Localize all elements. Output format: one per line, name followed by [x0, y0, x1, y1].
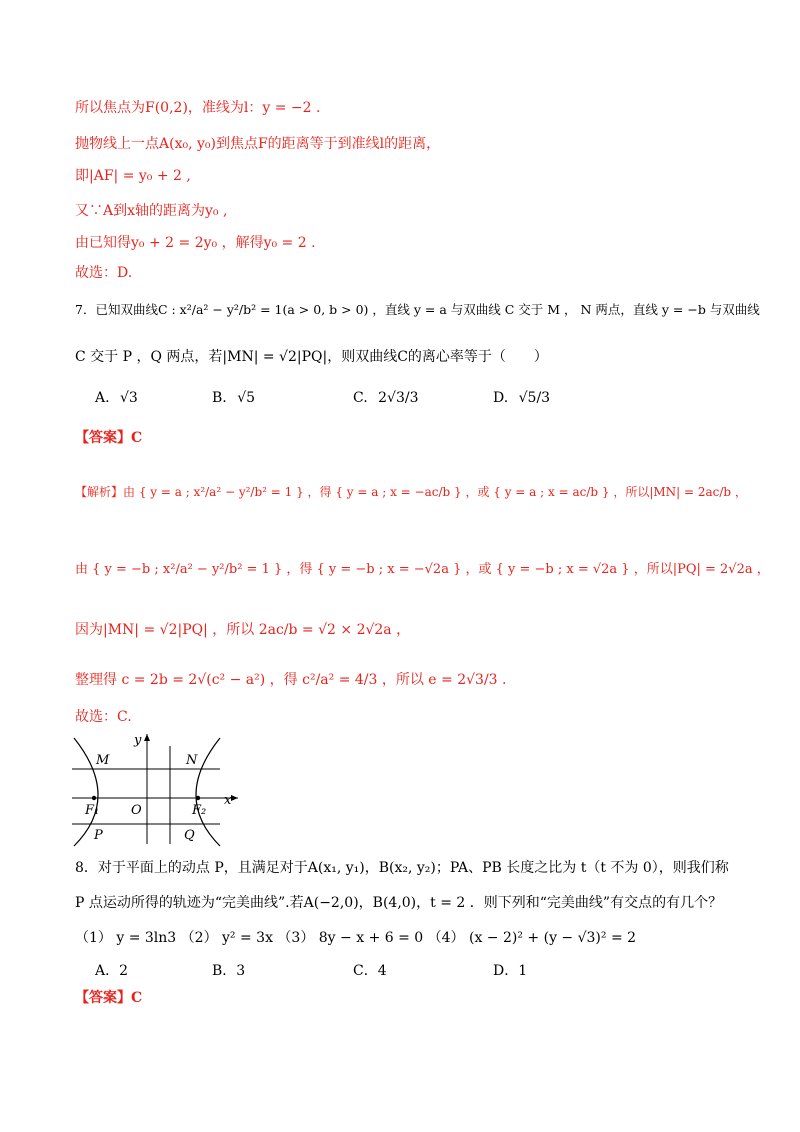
option-letter: A.	[95, 390, 110, 406]
option-value: 2√3/3	[378, 390, 419, 406]
x-axis-arrow	[231, 795, 238, 801]
focus-f1	[92, 796, 96, 800]
q7-choice-line: 故选：C.	[75, 709, 132, 725]
q7-stem-line2: C 交于 P ，Q 两点，若|MN| = √2|PQ|，则双曲线C的离心率等于（ ）	[75, 349, 548, 365]
q6-solve-line: 由已知得y₀ + 2 = 2y₀ ，解得y₀ = 2 .	[75, 235, 316, 251]
hyperbola-figure	[68, 732, 248, 850]
q7-stem-line1: 7．已知双曲线C : x²/a² − y²/b² = 1(a > 0, b > 0) ，直线 y = a 与双曲线 C 交于 M ， N 两点，直线 y = −b 与双曲线	[75, 302, 760, 317]
label-n: N	[186, 753, 198, 768]
q8-option-c	[353, 960, 387, 980]
q8-stem-line2: P 点运动所得的轨迹为“完美曲线”.若A(−2,0)，B(4,0)，t = 2 ．则下列和“完美曲线”有交点的有几个？	[75, 895, 723, 911]
label-o: O	[131, 803, 142, 818]
option-value: √3	[120, 390, 138, 406]
q7-analysis-line4: 整理得 c = 2b = 2√(c² − a²) ，得 c²/a² = 4/3 ，所以 e = 2√3/3 .	[75, 672, 507, 688]
hyperbola-right-branch	[196, 738, 220, 846]
label-f2: F₂	[192, 803, 207, 818]
q7-analysis-line2: 由 { y = −b ; x²/a² − y²/b² = 1 } ，得 { y = −b ; x = −√2a } ，或 { y = −b ; x = √2a } ，所以|PQ| = 2√2a ，	[75, 562, 770, 577]
option-letter: C.	[353, 390, 368, 406]
q6-focus-line: 所以焦点为F(0,2)，准线为l：y = −2 .	[75, 100, 321, 116]
focus-f2	[196, 796, 200, 800]
option-value: 2	[119, 963, 129, 979]
q7-option-d	[493, 390, 550, 406]
label-q: Q	[184, 828, 195, 843]
option-letter: B.	[212, 390, 227, 406]
q7-option-c	[353, 390, 418, 406]
q7-analysis-line1: 【解析】由 { y = a ; x²/a² − y²/b² = 1 } ，得 { y = a ; x = −ac/b } ，或 { y = a ; x = ac/b } ，所以|MN| = 2ac/b ，	[75, 485, 747, 499]
q8-stem-line1: 8．对于平面上的动点 P，且满足对于A(x₁, y₁)，B(x₂, y₂)；PA、PB 长度之比为 t（t 不为 0），则我们称	[75, 860, 729, 876]
q8-answer-label: 【答案】C	[75, 990, 143, 1006]
option-letter: A．	[95, 963, 120, 979]
q6-af-line: 即|AF| = y₀ + 2 ,	[75, 168, 191, 184]
option-letter: D.	[493, 390, 509, 406]
label-x: x	[224, 793, 232, 808]
q6-point-line: 抛物线上一点A(x₀, y₀)到焦点F的距离等于到准线l的距离，	[75, 136, 441, 152]
label-m: M	[96, 753, 110, 768]
option-letter: D．	[493, 963, 519, 979]
q8-option-b	[212, 960, 245, 980]
label-y: y	[134, 733, 142, 748]
option-value: √5/3	[518, 390, 551, 406]
q7-answer-label: 【答案】C	[75, 430, 143, 446]
option-letter: B．	[212, 963, 237, 979]
q6-choice-line: 故选：D.	[75, 265, 133, 281]
option-value: 4	[377, 963, 387, 979]
q8-stem-line3: （1） y = 3ln3 （2） y² = 3x （3） 8y − x + 6 = 0 （4） (x − 2)² + (y − √3)² = 2	[75, 930, 637, 946]
option-value: 3	[236, 963, 246, 979]
option-value: √5	[237, 390, 256, 406]
q6-distance-line: 又∵A到x轴的距离为y₀ ,	[75, 203, 228, 219]
option-value: 1	[518, 963, 528, 979]
q7-option-a	[95, 390, 138, 406]
q7-analysis-line3: 因为|MN| = √2|PQ| ，所以 2ac/b = √2 × 2√2a ，	[75, 622, 411, 638]
q8-option-d	[493, 960, 527, 980]
y-axis-arrow	[144, 734, 150, 741]
option-letter: C．	[353, 963, 378, 979]
q8-option-a	[95, 960, 128, 980]
label-p: P	[94, 828, 103, 843]
q7-option-b	[212, 390, 255, 406]
label-f1: F₁	[85, 803, 100, 818]
